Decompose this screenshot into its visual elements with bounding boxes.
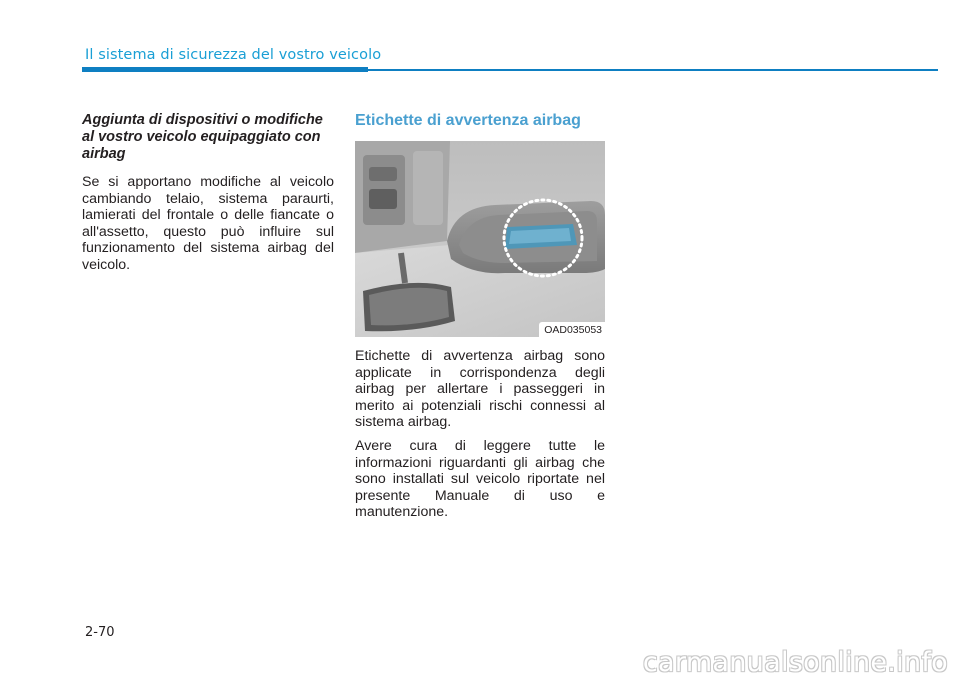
- figure-code: OAD035053: [539, 322, 605, 337]
- header-title: Il sistema di sicurezza del vostro veicolo: [85, 47, 382, 63]
- section-title-airbag-labels: Etichette di avvertenza airbag: [355, 112, 581, 129]
- airbag-label-figure: [355, 141, 605, 337]
- paragraph-modifications: Se si apportano modifiche al veicolo cambiando telaio, sistema paraurti, lamierati del frontale o delle fiancate o all'assetto, questo può influire sul funzionamento del sistema airbag del veicolo.: [82, 174, 334, 273]
- header-rule: [368, 69, 938, 71]
- watermark: carmanualsonline.info: [642, 647, 948, 678]
- header-rule-accent: [82, 67, 368, 72]
- subheading-modifications: Aggiunta di dispositivi o modifiche al vostro veicolo equipaggiato con airbag: [82, 112, 323, 162]
- page-number: 2-70: [85, 625, 115, 640]
- right-column: [355, 112, 605, 528]
- left-column: [82, 112, 334, 281]
- paragraph-airbag-labels-2: Avere cura di leggere tutte le informazioni riguardanti gli airbag che sono installati sul veicolo riportate nel presente Manuale di uso e manutenzione.: [355, 437, 605, 521]
- sun-visor-illustration: [355, 141, 605, 337]
- paragraph-airbag-labels-1: Etichette di avvertenza airbag sono applicate in corrispondenza degli airbag per allertare i passeggeri in merito ai potenziali rischi connessi al sistema airbag.: [355, 348, 605, 431]
